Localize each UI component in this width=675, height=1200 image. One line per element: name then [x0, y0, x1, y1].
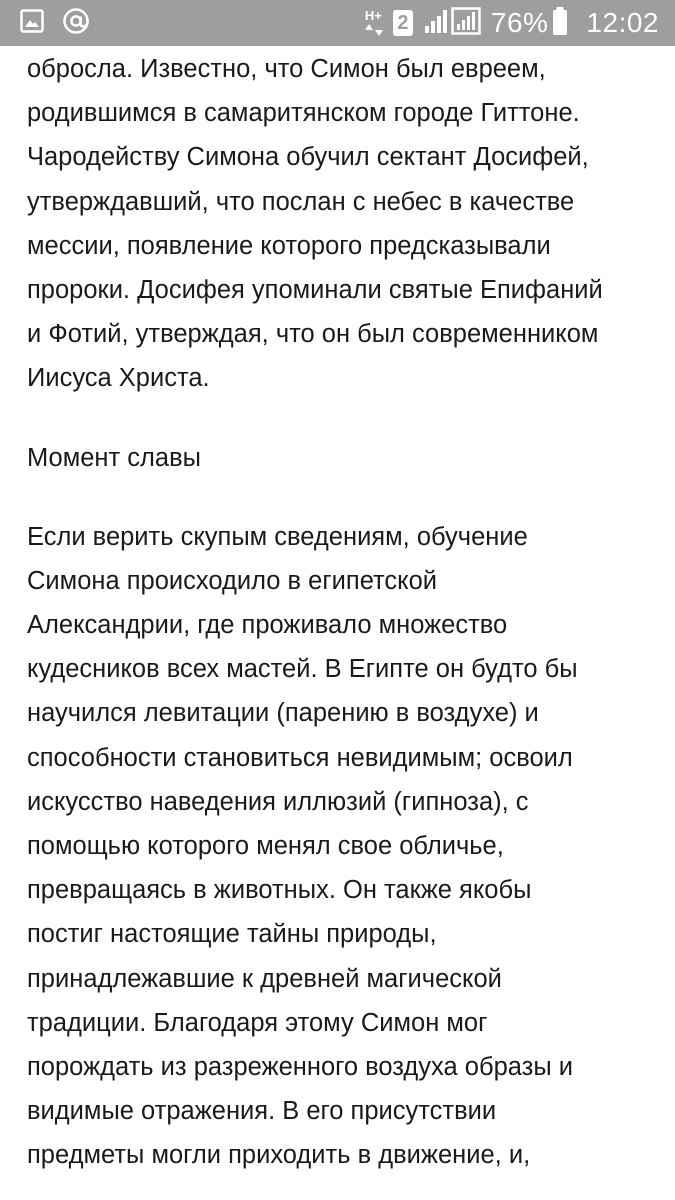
text-line: утверждавший, что послан с небес в качестве — [27, 187, 575, 216]
text-line: кудесников всех мастей. В Египте он будто бы — [27, 655, 578, 684]
text-line: порождать из разреженного воздуха образы и — [27, 1052, 573, 1081]
text-line: принадлежавшие к древней магической — [27, 964, 502, 993]
text-line: Александрии, где проживало множество — [27, 611, 508, 640]
battery-icon — [552, 6, 568, 41]
signal-sim2-icon — [451, 7, 481, 40]
article-paragraph — [27, 515, 657, 1178]
text-line: помощью которого менял свое обличье, — [27, 832, 504, 860]
status-bar-system — [365, 0, 659, 46]
text-line: предметы могли приходить в движение, и, — [27, 1141, 531, 1170]
paragraph-spacer — [27, 480, 657, 515]
article-paragraph — [27, 47, 657, 401]
text-line: видимые отражения. В его присутствии — [27, 1097, 497, 1126]
sim-2-icon — [393, 10, 413, 36]
status-bar — [0, 0, 675, 46]
network-type-icon — [365, 8, 387, 38]
text-line: Иисуса Христа. — [27, 364, 210, 393]
status-bar-notifications — [20, 9, 90, 37]
text-line: Чародейству Симона обучил сектант Досифей, — [27, 143, 589, 172]
gallery-icon — [20, 9, 44, 38]
clock: 12:02 — [586, 7, 659, 38]
text-line: обросла. Известно, что Симон был евреем, — [27, 55, 546, 83]
text-line: превращаясь в животных. Он также якобы — [27, 876, 532, 905]
text-line: Симона происходило в египетской — [27, 566, 438, 595]
network-type-label: H+ — [364, 8, 382, 23]
text-line: традиции. Благодаря этому Симон мог — [27, 1008, 488, 1037]
battery-percent: 76% — [490, 7, 549, 38]
text-line: постиг настоящие тайны природы, — [27, 920, 437, 949]
paragraph-spacer — [27, 401, 657, 436]
article-body — [27, 47, 657, 1178]
at-sign-icon — [62, 7, 90, 40]
text-line: и Фотий, утверждая, что он был современником — [27, 320, 599, 349]
text-line: пророки. Досифея упоминали святые Епифаний — [27, 275, 603, 304]
sim-slot-label: 2 — [397, 12, 409, 34]
signal-icon — [423, 8, 449, 39]
text-line: искусство наведения иллюзий (гипноза), с — [27, 787, 529, 816]
text-line: научился левитации (парению в воздухе) и — [27, 699, 539, 728]
text-line: способности становиться невидимым; освоил — [27, 743, 573, 772]
text-line: мессии, появление которого предсказывали — [27, 231, 551, 260]
section-heading: Момент славы — [27, 443, 201, 472]
text-line: родившимся в самаритянском городе Гиттоне. — [27, 99, 580, 128]
text-line: Если верить скупым сведениям, обучение — [27, 522, 528, 551]
